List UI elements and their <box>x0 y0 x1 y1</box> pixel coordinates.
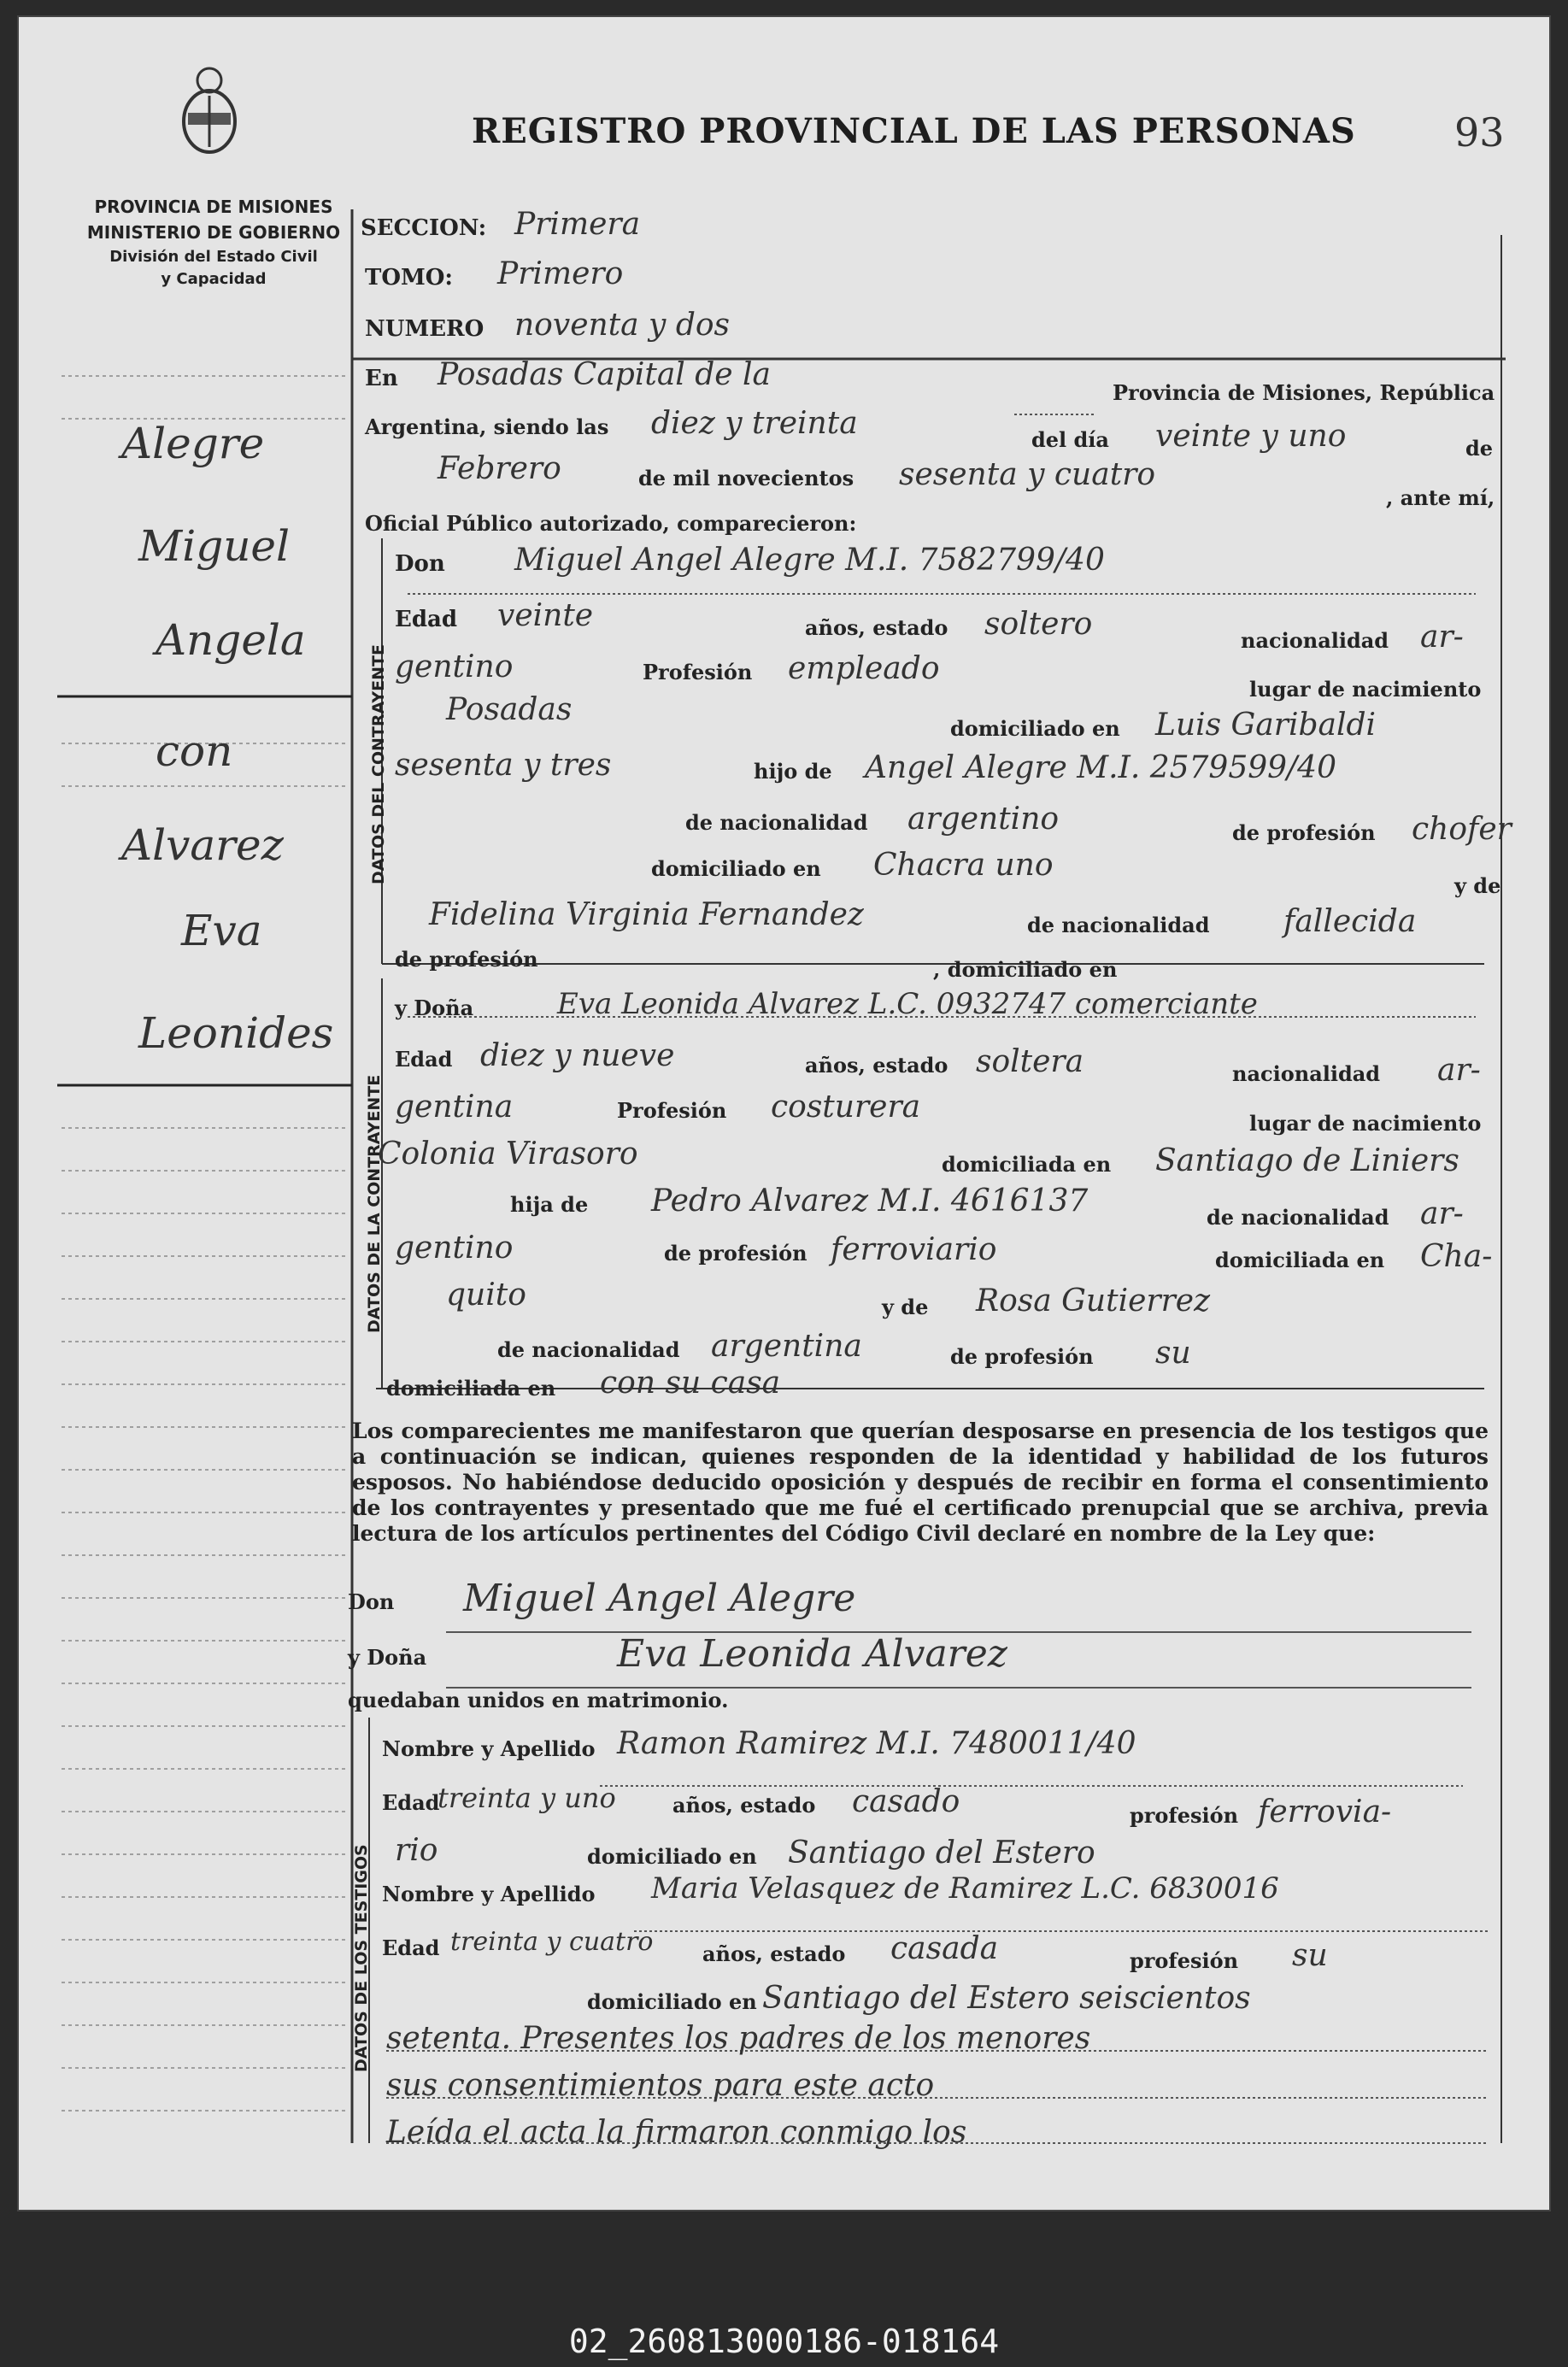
seccion-label: SECCION: <box>361 215 487 241</box>
anos-estado: años, estado <box>805 1053 948 1078</box>
witness1-profession-cont: rio <box>395 1833 438 1868</box>
bride-father-nationality: ar- <box>1420 1196 1464 1231</box>
witness1-age: treinta y uno <box>438 1782 616 1814</box>
provincia-text: Provincia de Misiones, República <box>1113 380 1495 405</box>
domiciliado-label: domiciliado en <box>950 716 1120 741</box>
mil-text: de mil novecientos <box>638 466 854 490</box>
madre-nacionalidad: de nacionalidad <box>1027 913 1210 937</box>
declaration-text: Los comparecientes me manifestaron que querían desposarse en presencia de los testigos que a continuación se indican, quienes responden de la identidad y habilidad de los futuros esposos. No habiéndose deducido oposición y después de recibir en forma el consentimiento de los contrayentes y presentado que me fué el certificado prenupcial que se archiva, previa lectura de los artículos pertinentes del Código Civil declaré en nombre de la Ley que: <box>352 1418 1489 1546</box>
bride-father-nationality-cont: gentino <box>395 1230 514 1266</box>
profesion-label: Profesión <box>643 660 753 684</box>
married-groom: Miguel Angel Alegre <box>463 1577 856 1620</box>
edad-label: Edad <box>395 607 458 632</box>
dia-value: veinte y uno <box>1155 419 1347 454</box>
witness2-age: treinta y cuatro <box>450 1927 654 1957</box>
groom-father-profession: chofer <box>1412 812 1512 847</box>
page-number: 93 <box>1454 109 1505 156</box>
margin-note: con <box>156 726 233 776</box>
domiciliada-label: domiciliada en <box>942 1152 1112 1177</box>
bride-father-profession: ferroviario <box>831 1232 997 1267</box>
de-profesion: de profesión <box>664 1241 807 1266</box>
dona-label: y Doña <box>348 1645 427 1670</box>
division-line: División del Estado Civil <box>109 248 318 266</box>
bride-profession: costurera <box>771 1090 921 1125</box>
dona-label: y Doña <box>395 996 474 1020</box>
numero-label: NUMERO <box>365 316 484 342</box>
don-label: Don <box>395 551 445 577</box>
madre-profesion: de profesión <box>950 1344 1094 1369</box>
lugar-label: lugar de nacimiento <box>1249 677 1482 702</box>
bride-mother-profession: su <box>1155 1336 1191 1371</box>
groom-nationality: ar- <box>1420 620 1464 655</box>
profesion-label: profesión <box>1130 1948 1239 1973</box>
capacity-line: y Capacidad <box>161 270 267 288</box>
tomo-value: Primero <box>497 256 624 291</box>
groom-mother: Fidelina Virginia Fernandez <box>429 897 864 932</box>
nombre-label: Nombre y Apellido <box>382 1882 596 1906</box>
domiciliada-en: domiciliada en <box>1215 1248 1385 1272</box>
ministry-line: MINISTERIO DE GOBIERNO <box>86 222 341 243</box>
bride-nationality-cont: gentina <box>395 1090 514 1125</box>
groom-nationality-cont: gentino <box>395 649 514 684</box>
de-text: de <box>1465 436 1494 461</box>
profesion-label: Profesión <box>617 1098 727 1123</box>
bride-father: Pedro Alvarez M.I. 4616137 <box>651 1184 1089 1219</box>
anio-value: sesenta y cuatro <box>899 457 1156 492</box>
bride-father-address-cont: quito <box>446 1277 526 1313</box>
bride-mother: Rosa Gutierrez <box>976 1283 1211 1319</box>
hijo-label: hijo de <box>754 759 832 784</box>
anos-estado: años, estado <box>672 1793 816 1818</box>
groom-mother-nationality: fallecida <box>1283 904 1417 939</box>
margin-note: Leonides <box>138 1008 334 1058</box>
de-nacionalidad: de nacionalidad <box>685 810 868 835</box>
witness-note: setenta. Presentes los padres de los menores <box>386 2021 1091 2056</box>
y-de: y de <box>1454 873 1501 898</box>
edad-label: Edad <box>395 1047 453 1072</box>
profesion-label: profesión <box>1130 1803 1239 1828</box>
del-dia-text: del día <box>1031 427 1109 452</box>
nacionalidad-label: nacionalidad <box>1232 1061 1381 1086</box>
lugar-label: lugar de nacimiento <box>1249 1111 1482 1136</box>
bride-nationality: ar- <box>1437 1053 1481 1088</box>
witness1-name: Ramon Ramirez M.I. 7480011/40 <box>617 1726 1136 1761</box>
ante-text: , ante mí, <box>1386 485 1495 510</box>
margin-note: Miguel <box>138 521 290 571</box>
bride-address: Santiago de Liniers <box>1155 1143 1459 1178</box>
coma-domiciliado: , domiciliado en <box>933 957 1118 982</box>
margin-note: Alegre <box>121 419 265 468</box>
witness1-address: Santiago del Estero <box>788 1835 1095 1871</box>
hora-value: diez y treinta <box>651 406 858 441</box>
madre-profesion: de profesión <box>395 947 538 972</box>
groom-name: Miguel Angel Alegre M.I. 7582799/40 <box>514 543 1105 578</box>
groom-profession: empleado <box>788 651 940 686</box>
y-de: y de <box>882 1295 929 1319</box>
province-line: PROVINCIA DE MISIONES <box>94 197 333 217</box>
witness2-profession: su <box>1292 1938 1328 1973</box>
witness2-status: casada <box>890 1931 999 1966</box>
tomo-label: TOMO: <box>365 265 454 291</box>
witness-note: sus consentimientos para este acto <box>386 2068 935 2103</box>
anos-estado: años, estado <box>702 1941 846 1966</box>
groom-age: veinte <box>497 598 594 633</box>
domiciliado-label: domiciliado en <box>587 1844 757 1869</box>
numero-value: noventa y dos <box>514 308 731 343</box>
don-label: Don <box>348 1589 395 1614</box>
nacionalidad-label: nacionalidad <box>1241 628 1389 653</box>
witness1-profession: ferrovia- <box>1258 1794 1392 1830</box>
bride-age: diez y nueve <box>480 1038 675 1073</box>
de-profesion: de profesión <box>1232 820 1376 845</box>
hija-label: hija de <box>510 1192 589 1217</box>
groom-section-label: DATOS DEL CONTRAYENTE <box>369 644 388 884</box>
groom-address-cont: sesenta y tres <box>395 748 612 783</box>
groom-father-nationality: argentino <box>907 802 1060 837</box>
bride-father-address: Cha- <box>1420 1239 1493 1274</box>
de-nacionalidad: de nacionalidad <box>1207 1205 1389 1230</box>
bride-birthplace: Colonia Virasoro <box>378 1137 638 1172</box>
register-page <box>17 15 1551 2211</box>
witness-note: Leída el acta la firmaron conmigo los <box>386 2115 967 2150</box>
padre-domiciliado: domiciliado en <box>651 856 821 881</box>
witness2-address: Santiago del Estero seiscientos <box>762 1981 1251 2016</box>
margin-note: Alvarez <box>121 820 284 870</box>
witness1-status: casado <box>852 1784 960 1819</box>
margin-note: Eva <box>181 906 262 955</box>
bride-status: soltera <box>976 1044 1084 1079</box>
madre-domiciliada: domiciliada en <box>386 1376 556 1401</box>
unidos-text: quedaban unidos en matrimonio. <box>348 1688 729 1712</box>
mes-value: Febrero <box>438 451 561 486</box>
witness2-name: Maria Velasquez de Ramirez L.C. 6830016 <box>651 1871 1279 1906</box>
bride-name: Eva Leonida Alvarez L.C. 0932747 comerciante <box>557 987 1258 1021</box>
en-label: En <box>365 366 398 391</box>
groom-birthplace: Posadas <box>446 692 573 727</box>
groom-status: soltero <box>984 607 1093 642</box>
edad-label: Edad <box>382 1790 440 1815</box>
argentina-text: Argentina, siendo las <box>365 414 609 439</box>
madre-nacionalidad: de nacionalidad <box>497 1337 680 1362</box>
scan-id-footer: 02_260813000186-018164 <box>568 2323 1000 2360</box>
bride-mother-nationality: argentina <box>711 1329 862 1364</box>
married-bride: Eva Leonida Alvarez <box>617 1632 1007 1676</box>
bride-section-label: DATOS DE LA CONTRAYENTE <box>365 1074 384 1333</box>
groom-father: Angel Alegre M.I. 2579599/40 <box>865 750 1336 785</box>
groom-address: Luis Garibaldi <box>1155 708 1377 743</box>
margin-note: Angela <box>156 615 306 665</box>
groom-father-address: Chacra uno <box>873 848 1054 883</box>
seccion-value: Primera <box>514 207 641 242</box>
bride-mother-address: con su casa <box>600 1366 781 1401</box>
domiciliado-label: domiciliado en <box>587 1989 757 2014</box>
witnesses-section-label: DATOS DE LOS TESTIGOS <box>352 1844 371 2072</box>
page-title: REGISTRO PROVINCIAL DE LAS PERSONAS <box>472 111 1356 151</box>
anos-estado: años, estado <box>805 615 948 640</box>
nombre-label: Nombre y Apellido <box>382 1736 596 1761</box>
edad-label: Edad <box>382 1935 440 1960</box>
en-value: Posadas Capital de la <box>438 357 772 392</box>
oficial-text: Oficial Público autorizado, comparecieron: <box>365 511 857 536</box>
